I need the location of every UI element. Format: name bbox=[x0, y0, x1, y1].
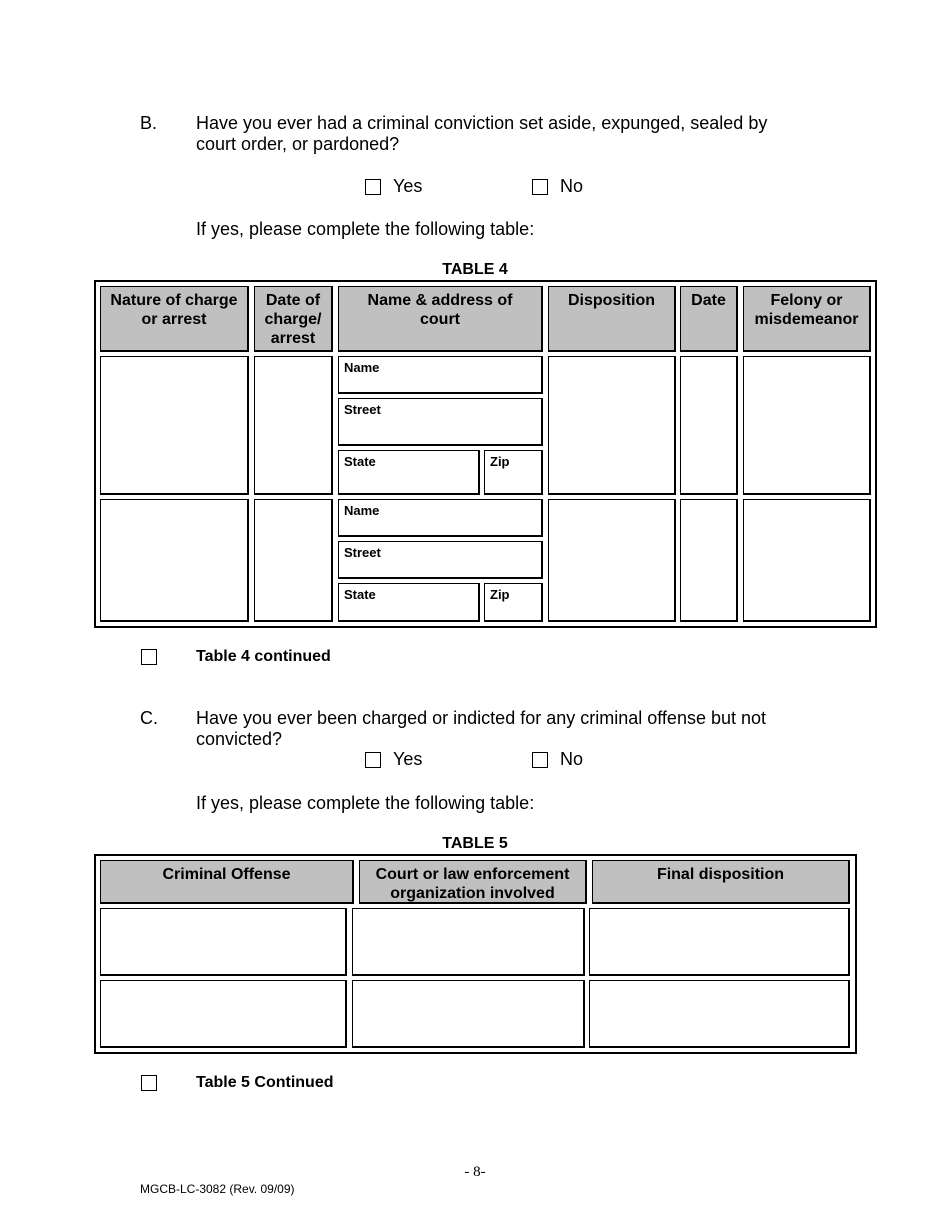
table4-header-date-of-charge-line3: arrest bbox=[270, 330, 316, 347]
table4-header-court bbox=[338, 286, 543, 352]
section-b-yes-option[interactable] bbox=[365, 176, 422, 197]
section-c-yes-checkbox[interactable] bbox=[365, 752, 381, 768]
section-c-instruction: If yes, please complete the following table: bbox=[196, 793, 535, 813]
table4-row1-felony-cell[interactable] bbox=[743, 356, 871, 495]
table4-row2-court-street-field[interactable] bbox=[338, 541, 543, 579]
section-b-yes-checkbox[interactable] bbox=[365, 179, 381, 195]
section-c-yes-option[interactable] bbox=[365, 749, 422, 770]
section-b-question-line2: court order, or pardoned? bbox=[196, 134, 400, 154]
table4-header-disposition bbox=[548, 286, 676, 352]
section-c-no-label: No bbox=[560, 749, 584, 769]
table5-header-offense bbox=[100, 860, 354, 904]
table4-row1-disposition-cell[interactable] bbox=[548, 356, 676, 495]
section-b-no-label: No bbox=[560, 176, 584, 196]
table4-row1-court-street-label: Street bbox=[344, 402, 381, 417]
table4-row2-court-street-label: Street bbox=[344, 545, 381, 560]
section-c-no-option[interactable] bbox=[532, 749, 583, 770]
table5-row1-offense-cell[interactable] bbox=[100, 908, 347, 976]
table4-header-date bbox=[680, 286, 738, 352]
table5-header-court-agency-line2: organization involved bbox=[390, 885, 555, 902]
table4-header-court-line2: court bbox=[420, 311, 460, 328]
table5-caption: TABLE 5 bbox=[442, 835, 508, 852]
table4-row1-court-name-label: Name bbox=[344, 360, 380, 375]
table4-continued-checkbox[interactable] bbox=[141, 649, 157, 665]
table4-header-date-of-charge-line1: Date of bbox=[265, 292, 321, 309]
table5-header-offense-line1: Criminal Offense bbox=[162, 866, 291, 883]
table5-continued-label: Table 5 Continued bbox=[196, 1074, 334, 1091]
table4-row2-disposition-cell[interactable] bbox=[548, 499, 676, 622]
table4-row1-court-name-field[interactable] bbox=[338, 356, 543, 394]
table4-header-court-line1: Name & address of bbox=[367, 292, 513, 309]
table5-header-court-agency-line1: Court or law enforcement bbox=[375, 866, 570, 883]
table4-caption: TABLE 4 bbox=[442, 261, 508, 278]
section-c-letter: C. bbox=[140, 708, 158, 728]
table4-row2-court-name-field[interactable] bbox=[338, 499, 543, 537]
table4-header-date-of-charge bbox=[254, 286, 333, 352]
table4-row2-nature-cell[interactable] bbox=[100, 499, 249, 622]
table4-header-nature-line1: Nature of charge bbox=[110, 292, 238, 309]
table4-row2-date-of-charge-cell[interactable] bbox=[254, 499, 333, 622]
table4-row2-date-cell[interactable] bbox=[680, 499, 738, 622]
section-b-no-option[interactable] bbox=[532, 176, 583, 197]
table4-header-date-of-charge-line2: charge/ bbox=[264, 311, 322, 328]
table5-header-court-agency bbox=[359, 860, 587, 904]
table5-row2-final-disposition-cell[interactable] bbox=[589, 980, 850, 1048]
table4-header-disposition-line1: Disposition bbox=[567, 292, 656, 309]
table5-row2-offense-cell[interactable] bbox=[100, 980, 347, 1048]
table5-header-final-disposition-line1: Final disposition bbox=[656, 866, 785, 883]
table4-row2-court-state-label: State bbox=[344, 587, 376, 602]
section-b-question bbox=[196, 113, 767, 155]
table4-row1-court-state-label: State bbox=[344, 454, 376, 469]
table4-row1-court-zip-field[interactable] bbox=[484, 450, 543, 495]
table4-row2-court-zip-field[interactable] bbox=[484, 583, 543, 622]
table4-header-nature bbox=[100, 286, 249, 352]
section-c-no-checkbox[interactable] bbox=[532, 752, 548, 768]
table4-row1-date-cell[interactable] bbox=[680, 356, 738, 495]
table4-row2-felony-cell[interactable] bbox=[743, 499, 871, 622]
table4-row1-court-zip-label: Zip bbox=[490, 454, 510, 469]
table4-header-nature-line2: or arrest bbox=[141, 311, 207, 328]
table4-header-felony-line1: Felony or bbox=[770, 292, 843, 309]
table4-row1-court-street-field[interactable] bbox=[338, 398, 543, 446]
table4-row2-court-zip-label: Zip bbox=[490, 587, 510, 602]
form-number: MGCB-LC-3082 (Rev. 09/09) bbox=[140, 1182, 295, 1196]
section-c-question bbox=[196, 708, 766, 750]
table5-row2-court-agency-cell[interactable] bbox=[352, 980, 585, 1048]
table5-row1-court-agency-cell[interactable] bbox=[352, 908, 585, 976]
table5-header-final-disposition bbox=[592, 860, 850, 904]
section-b-question-line1: Have you ever had a criminal conviction set aside, expunged, sealed by bbox=[196, 113, 768, 133]
table5-row1-final-disposition-cell[interactable] bbox=[589, 908, 850, 976]
table4-row2-court-state-field[interactable] bbox=[338, 583, 480, 622]
table4-row1-nature-cell[interactable] bbox=[100, 356, 249, 495]
page-number: - 8- bbox=[464, 1164, 486, 1180]
table4-continued-label: Table 4 continued bbox=[196, 648, 331, 665]
table4-row1-court-state-field[interactable] bbox=[338, 450, 480, 495]
table4-row1-date-of-charge-cell[interactable] bbox=[254, 356, 333, 495]
section-b-instruction: If yes, please complete the following table: bbox=[196, 219, 535, 239]
section-b-no-checkbox[interactable] bbox=[532, 179, 548, 195]
table4-header-felony-line2: misdemeanor bbox=[754, 311, 859, 328]
section-b-letter: B. bbox=[140, 113, 158, 133]
table4-row2-court-name-label: Name bbox=[344, 503, 380, 518]
table5-continued-checkbox[interactable] bbox=[141, 1075, 157, 1091]
section-c-question-line2: convicted? bbox=[196, 729, 283, 749]
table4-header-felony bbox=[743, 286, 871, 352]
section-b-yes-label: Yes bbox=[393, 176, 423, 196]
section-c-yes-label: Yes bbox=[393, 749, 423, 769]
section-c-question-line1: Have you ever been charged or indicted for any criminal offense but not bbox=[196, 708, 767, 728]
table4-header-date-line1: Date bbox=[691, 292, 726, 309]
